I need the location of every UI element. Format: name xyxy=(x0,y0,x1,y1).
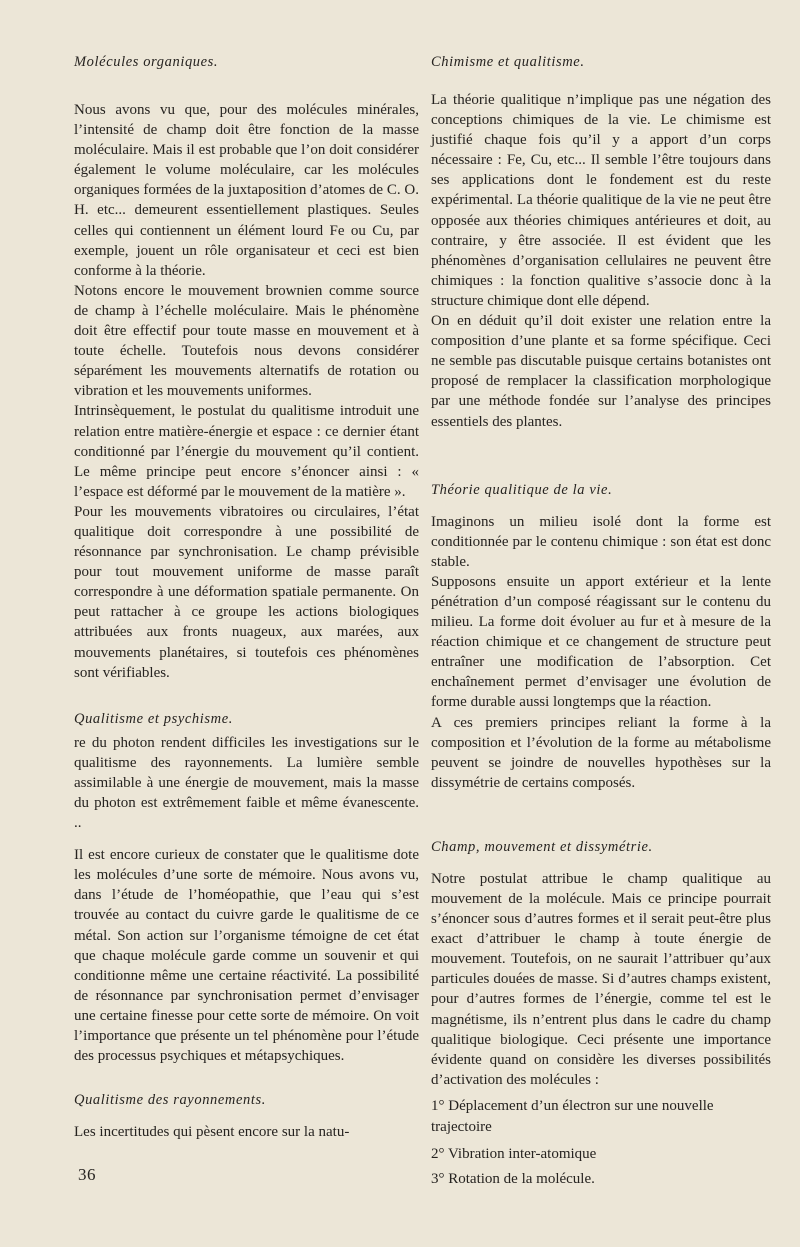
page-number: 36 xyxy=(78,1165,96,1184)
paragraph: Intrinsèquement, le postulat du qualitisme introduit une relation entre matière-énergie et espace : ce dernier étant conditionné par l’énergie du mouvement qu’il contient. Le même principe peut encore s’énoncer ainsi : « l’espace est déformé par le mouvement de la matière ». xyxy=(74,403,419,500)
section-heading-qualitisme-psychisme: Qualitisme et psychisme. xyxy=(74,710,233,727)
paragraph: Les incertitudes qui pèsent encore sur la natu- xyxy=(74,1124,350,1141)
paragraph: Supposons ensuite un apport extérieur et la lente pénétration d’un composé réagissant sur le contenu du milieu. La forme doit évoluer au fur et à mesure de la réaction chimique et ce changement de structure peut entraîner une modification de l’absorption. Cet enchaînement permet d’envisager une évolution de forme durable aussi longtemps que la réaction. xyxy=(431,573,771,711)
section-heading-chimisme-qualitisme: Chimisme et qualitisme. xyxy=(431,54,585,70)
paragraph: On en déduit qu’il doit exister une relation entre la composition d’une plante et sa forme spécifique. Ceci ne semble pas discutable puisque certains botanistes ont proposé de remplacer la classification morphologique par une méthode fondée sur l’analyse des principes essentiels des plantes. xyxy=(431,313,771,430)
paragraph: Notre postulat attribue le champ qualitique au mouvement de la molécule. Mais ce principe pourrait s’énoncer sous d’autres formes et il serait peut-être plus exact d’attribuer le champ à toute énergie de mouvement. Toutefois, on ne saurait l’attribuer qu’aux particules douées de masse. Si d’autres champs existent, pour d’autres formes de l’énergie, comme tel est le magnétisme, ils n’entrent plus dans le cadre du champ qualitique biologique. Ceci présente une importance évidente quand on considère les diverses possibilités d’activation des molécules : xyxy=(431,870,771,1088)
activation-list xyxy=(431,1096,771,1190)
paragraph: Pour les mouvements vibratoires ou circulaires, l’état qualitique doit correspondre à une possibilité de résonnance par synchronisation. Le champ prévisible pour tout mouvement uniforme de masse paraît correspondre à une déformation spatiale permanente. On peut rattacher à ce groupe les actions biologiques attribuées aux fronts nuageux, aux marées, aux mouvements planétaires, si toutefois ces phénomènes sont vérifiables. xyxy=(74,503,419,681)
paragraph: La théorie qualitique n’implique pas une négation des conceptions chimiques de la vie. Le chimisme est justifié chaque fois qu’il y a apport d’un corps nécessaire : Fe, Cu, etc... Il semble l’être toujours dans ses applications dont le fondement est du reste expérimental. La théorie qualitique de la vie ne peut être opposée aux théories chimiques antérieures et doit, au contraire, y être associée. Il est évident que les phénomènes d’organisation cellulaires ne peuvent être chimiques : la fonction qualitive s’associe donc à la structure chimique dont elle dépend. xyxy=(431,92,771,309)
paragraph: re du photon rendent difficiles les investigations sur le qualitisme des rayonnements. La lumière semble assimilable à une énergie de mouvement, mais la masse du photon est extrêmement faible et même évanescente. .. xyxy=(74,734,419,832)
paragraph: Il est encore curieux de constater que le qualitisme dote les molécules d’une sorte de mémoire. Nous avons vu, dans l’étude de l’homéopathie, que l’eau qui s’est trouvée au contact du cuivre garde le qualitisme de ce métal. Son action sur l’organisme témoigne de cet état que chaque molécule garde comme un souvenir et qui conditionne même une certaine réactivité. La possibilité de résonnance par synchronisation permet d’envisager une certaine finesse pour cette sorte de mémoire. On voit l’importance que présente un tel phénomène pour l’étude des processus psychiques et métapsychiques. xyxy=(74,847,419,1065)
paragraph: Nous avons vu que, pour des molécules minérales, l’intensité de champ doit être fonction de la masse moléculaire. Mais il est probable que l’on doit considérer également le volume moléculaire, car les molécules organiques formées de la juxtaposition d’atomes de C. O. H. etc... demeurent essentiellement plastiques. Seules celles qui contiennent un élément lourd Fe ou Cu, par exemple, jouent un rôle organisateur et ceci est bien conforme à la théorie. xyxy=(74,102,419,279)
list-item: 3° Rotation de la molécule. xyxy=(431,1170,595,1187)
paragraph: Notons encore le mouvement brownien comme source de champ à l’échelle moléculaire. Mais le phénomène doit être effectif pour toute masse en mouvement et à toute échelle. Toutefois nous devons considérer séparément les mouvements alternatifs de rotation ou vibration et les mouvements uniformes. xyxy=(74,282,419,400)
left-column xyxy=(74,52,419,1142)
paragraph: Imaginons un milieu isolé dont la forme est conditionnée par le contenu chimique : son état est donc stable. xyxy=(431,513,771,570)
list-item: 2° Vibration inter-atomique xyxy=(431,1145,597,1162)
section-heading-qualitisme-rayonnements: Qualitisme des rayonnements. xyxy=(74,1092,266,1109)
section-heading-molecules-organiques: Molécules organiques. xyxy=(74,54,219,70)
section-heading-theorie-qualitique: Théorie qualitique de la vie. xyxy=(431,481,613,498)
list-item: 1° Déplacement d’un électron sur une nouvelle trajectoire xyxy=(431,1097,714,1135)
paragraph: A ces premiers principes reliant la forme à la composition et l’évolution de la forme au métabolisme peuvent se joindre de nouvelles hypothèses sur la dissymétrie de certains composés. xyxy=(431,714,771,791)
section-heading-champ-mouvement-dissymetrie: Champ, mouvement et dissymétrie. xyxy=(431,838,653,855)
right-column xyxy=(431,52,771,1190)
